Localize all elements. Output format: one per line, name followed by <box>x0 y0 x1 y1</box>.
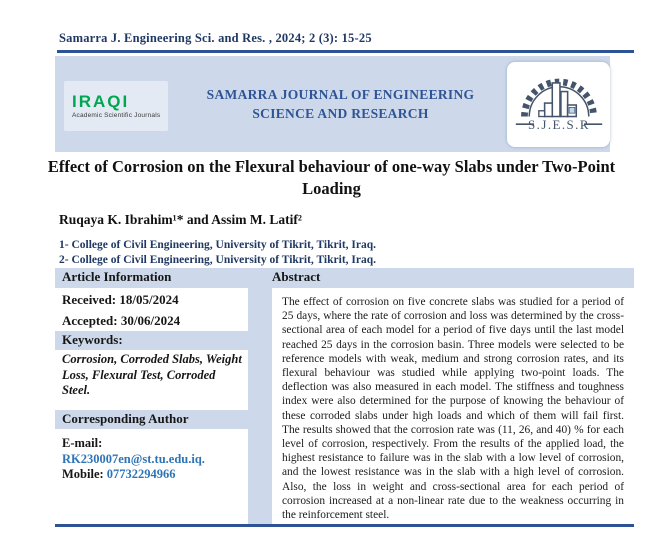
received-date: 18/05/2024 <box>119 292 179 307</box>
contact-box <box>55 429 248 524</box>
iraqi-publisher-logo <box>64 81 168 131</box>
abstract-text: The effect of corrosion on five concrete slabs was studied for a period of 25 days, where the rate of corrosion and loss was determined by the cross-sectional area of each model for a period of five days until the last model reached 25 days in the corrosion basin. Three models were selected to be reference models with weak, medium and strong corrosion rates, and its flexural behaviour was studied while applying two-point loads. The deflection was also measured in each model. The stiffness and toughness index were also determined for the purpose of knowing the behaviour of these corroded slabs under high loads and which of them will fail first. The results showed that the corrosion rate was (11, 26, and 40) % for each level of corrosion, respectively. From the results of the applied load, the highest resistance to failure was in the slab with a low level of corrosion, and the lowest resistance was in the slab with a high level of corrosion. Also, the loss in weight and cross-sectional area for each period of corrosion increased at a non-linear rate due to the weakness occurring in the reinforcement steel. <box>282 296 624 522</box>
abstract-heading: Abstract <box>272 269 321 284</box>
keywords-box <box>55 350 248 410</box>
affiliations <box>59 238 376 268</box>
iraqi-logo-subtitle: Academic Scientific Journals <box>72 112 161 119</box>
keywords-list: Corrosion, Corroded Slabs, Weight Loss, Flexural Test, Corroded Steel. <box>62 352 242 397</box>
accepted-row <box>62 310 248 331</box>
affiliation-1: 1- College of Civil Engineering, University of Tikrit, Tikrit, Iraq. <box>59 239 376 251</box>
abstract-box <box>272 288 634 524</box>
journal-citation: Samarra J. Engineering Sci. and Res. , 2024; 2 (3): 15-25 <box>59 31 372 45</box>
mobile-number: 07732294966 <box>106 467 176 481</box>
gear-buildings-icon <box>511 66 607 144</box>
article-information-heading: Article Information <box>62 269 172 284</box>
email-label: E-mail: <box>62 436 103 450</box>
accepted-date: 30/06/2024 <box>120 313 181 328</box>
keywords-heading: Keywords: <box>62 332 123 347</box>
journal-title-line2: SCIENCE AND RESEARCH <box>252 106 429 121</box>
dates-box <box>55 288 248 331</box>
journal-header-band <box>55 56 610 152</box>
journal-title-line1: SAMARRA JOURNAL OF ENGINEERING <box>206 87 475 102</box>
article-info-and-abstract-panel <box>55 268 634 524</box>
affiliation-2: 2- College of Civil Engineering, University of Tikrit, Tikrit, Iraq. <box>59 254 376 266</box>
received-label: Received: <box>62 292 117 307</box>
sjesr-journal-logo <box>507 62 610 147</box>
iraqi-logo-text: IRAQI <box>72 92 130 111</box>
footer-rule <box>55 524 634 527</box>
email-link[interactable]: RK230007en@st.tu.edu.iq. <box>62 451 205 466</box>
authors-line: Ruqaya K. Ibrahim¹* and Assim M. Latif² <box>59 212 302 227</box>
received-row <box>62 289 248 310</box>
paper-title: Effect of Corrosion on the Flexural behaviour of one-way Slabs under Two-Point Loading <box>47 157 616 198</box>
mobile-row <box>62 467 248 483</box>
accepted-label: Accepted: <box>62 313 118 328</box>
corresponding-author-heading: Corresponding Author <box>62 411 189 426</box>
journal-title <box>173 85 508 123</box>
sjesr-logo-text: S.J.E.S.R <box>527 116 590 132</box>
mobile-label: Mobile: <box>62 467 104 481</box>
header-rule <box>57 50 634 53</box>
